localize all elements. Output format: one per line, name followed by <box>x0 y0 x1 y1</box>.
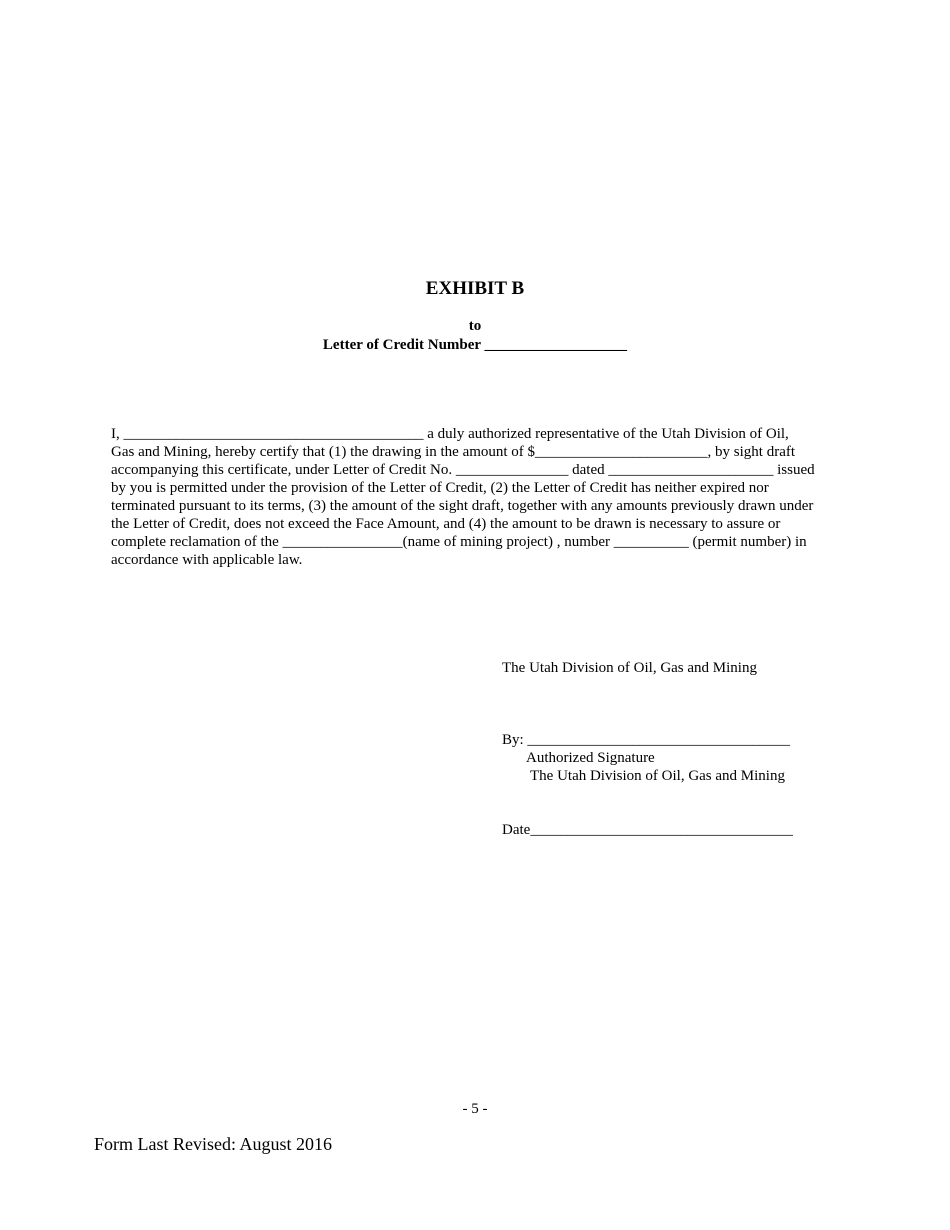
division-name: The Utah Division of Oil, Gas and Mining <box>502 660 757 676</box>
letter-of-credit-number-line: Letter of Credit Number ___________________ <box>322 337 628 353</box>
certification-line: Gas and Mining, hereby certify that (1) the drawing in the amount of $_______________________, by sight draft <box>111 444 796 460</box>
certification-line: I, ________________________________________ a duly authorized representative of the Utah Division of Oil, <box>111 426 789 442</box>
to-label: to <box>468 318 482 334</box>
certification-line: complete reclamation of the ________________(name of mining project) , number __________ (permit number) in <box>111 534 807 550</box>
certification-line: accordance with applicable law. <box>111 552 303 568</box>
authorized-organization-label: The Utah Division of Oil, Gas and Mining <box>530 768 785 784</box>
certification-paragraph <box>111 425 843 569</box>
page-number: - 5 - <box>462 1101 488 1117</box>
certification-line: by you is permitted under the provision of the Letter of Credit, (2) the Letter of Credit has neither expired nor <box>111 480 769 496</box>
certification-line: the Letter of Credit, does not exceed the Face Amount, and (4) the amount to be drawn is necessary to assure or <box>111 516 781 532</box>
certification-line: terminated pursuant to its terms, (3) the amount of the sight draft, together with any amounts previously drawn under <box>111 498 814 514</box>
date-line: Date___________________________________ <box>502 822 793 838</box>
certification-line: accompanying this certificate, under Letter of Credit No. _______________ dated ______________________ issued <box>111 462 815 478</box>
form-revised-note: Form Last Revised: August 2016 <box>94 1134 332 1154</box>
signature-by-line: By: ___________________________________ <box>502 732 790 748</box>
exhibit-title: EXHIBIT B <box>425 278 525 299</box>
authorized-signature-label: Authorized Signature <box>526 750 655 766</box>
